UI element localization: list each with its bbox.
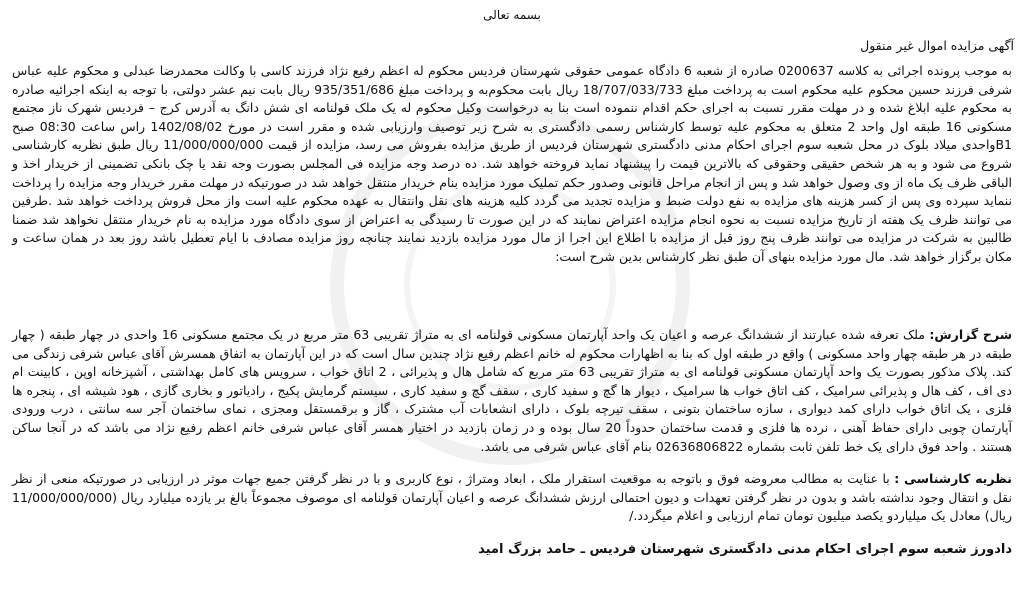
opinion-label: نظریه کارشناسی : [894, 471, 1013, 486]
report-label: شرح گزارش: [929, 327, 1013, 342]
intro-paragraph: به موجب پرونده اجرائی به کلاسه 0200637 صادره از شعبه 6 دادگاه عمومی حقوقی شهرستان فردیس محکوم له اعظم رفیع نژاد فرزند کاسی با وکالت محمدرضا عبدلی و محکوم علیه عباس شرفی فرزند حسین محکوم علیه محکوم است به پرداخت مبلغ 18/707/033/733 ریال بابت محکوم‌به و پرداخت مبلغ 935/351/686 ریال بابت نیم عشر دولتی، با توجه به اینکه اجرائیه صادره به محکوم علیه ابلاغ شده و در مهلت مقرر نسبت به اجرای حکم اقدام ننموده است بنا به درخواست وکیل محکوم له یک ملک قولنامه ای شش دانگ به آدرس کرج – فردیس شهرک ناز مجتمع مسکونی 16 طبقه اول واحد 2 متعلق به محکوم علیه توسط کارشناس رسمی دادگستری به شرح زیر توصیف وارزیابی شده و مقرر است در مورخ 1402/08/02 راس ساعت 08:30 صبح B1واحدی میلاد بلوک در محل شعبه سوم اجرای احکام مدنی دادگستری شهرستان فردیس از طریق مزایده بفروش می رسد، مزایده از قیمت 11/000/000/000 ریال طبق نظریه کارشناسی شروع می شود و به هر شخص حقیقی وحقوقی که بالاترین قیمت را پیشنهاد نماید فروخته خواهد شد. ده درصد وجه مزایده فی المجلس بصورت وجه نقد یا چک بانکی تضمینی از خریدار اخذ و الباقی ظرف یک ماه از وی وصول خواهد شد و پس از انجام مراحل قانونی وصدور حکم تملیک مورد مزایده بنام خریدار منتقل خواهد شد در صورتیکه در مهلت مقرر خریدار وجه مزایده را پرداخت ننماید سپرده وی پس از کسر هزینه های مزایده به نفع دولت ضبط و مزایده تجدید می گردد کلیه هزینه های نقل وانتقال به عهده محکوم علیه است واز محل فروش پرداخت خواهد شد .طرفین می توانند ظرف یک هفته از تاریخ مزایده نسبت به نحوه انجام مزایده اعتراض نمایند که در این صورت تا رسیدگی به اعتراض از سوی دادگاه مورد مزایده به نام خریدار منتقل نخواهد شد ضمنا طالبین به شرکت در مزایده می توانند ظرف پنج روز قبل از مزایده با اطلاع این اجرا از مال مورد مزایده بازدید نمایند چنانچه روز مزایده مصادف با ایام تعطیل باشد روز بعد در همان ساعت و مکان برگزار خواهد شد. مال مورد مزایده بنهای آن طبق نظر کارشناس بدین شرح است: [12, 63, 1012, 264]
notice-title: آگهی مزایده اموال غیر منقول [860, 38, 1014, 53]
report-text: ملک تعرفه شده عبارتند از ششدانگ عرصه و اعیان یک واحد آپارتمان مسکونی قولنامه ای به متراژ تقریبی 63 متر مربع در یک مجتمع مسکونی 16 واحدی در چهار طبقه ( چهار طبقه در هر طبقه چهار واحد مسکونی ) واقع در طبقه اول که بنا به اظهارات محکوم له خانم اعظم رفیع نژاد چندین سال است که در این آپارتمان به اتفاق همسرش آقای عباس شرفی زندگی می کند. پلاک مذکور بصورت یک واحد آپارتمان مسکونی قولنامه ای به متراژ تقریبی 63 متر مربع که شامل هال و پذیرائی ، 2 اتاق خواب ، سرویس های کامل بهداشتی ، آشپزخانه اوپن ، کابینت ام دی اف ، کف هال و پذیرائی سرامیک ، کف اتاق خواب ها سرامیک ، دیوار ها گچ و سفید کاری ، سقف گچ و سفید کاری ، سیستم گرمایش پکیج ، رادیاتور و بخاری گازی ، هود شیشه ای ، پنجره ها فلزی ، یک اتاق خواب دارای کمد دیواری ، سازه ساختمان بتونی ، سقف تیرچه بلوک ، دارای انشعابات آب مشترک ، گاز و برقمستقل ومجزی ، نمای ساختمان آجر سه سانتی ، درب ورودی آپارتمان چوبی دارای حفاظ آهنی ، نرده ها فلزی و قدمت ساختمان حدوداً 20 سال بوده و در زمان بازدید در اختیار همسر آقای عباس شرفی خانم اعظم رفیع نژاد می باشد که در آنجا ساکن هستند . واحد فوق دارای یک خط تلفن ثابت بشماره 02636806822 بنام آقای عباس شرفی می باشد. [12, 327, 1013, 454]
report-paragraph [12, 326, 1012, 456]
opinion-paragraph [12, 470, 1012, 526]
signature-line: دادورز شعبه سوم اجرای احکام مدنی دادگستری شهرستان فردیس ـ حامد بزرگ امید [478, 542, 1012, 557]
opinion-text: با عنایت به مطالب معروضه فوق و باتوجه به موقعیت استقرار ملک ، ابعاد ومتراژ ، نوع کاربری و با در نظر گرفتن جمیع جهات موثر در ارزیابی در صورتیکه منعی از نظر نقل و انتقال وجود نداشته باشد و بدون در نظر گرفتن تعهدات و دیون احتمالی ارزش ششدانگ عرصه و اعیان آپارتمان قولنامه ای موصوف مجموعاً بالغ بر یازده میلیارد ریال (11/000/000/000 ریال) معادل یک میلیاردو یکصد میلیون تومان تمام ارزیابی و اعلام میگردد./ [12, 471, 1012, 524]
header-basmala: بسمه تعالی [483, 8, 541, 22]
